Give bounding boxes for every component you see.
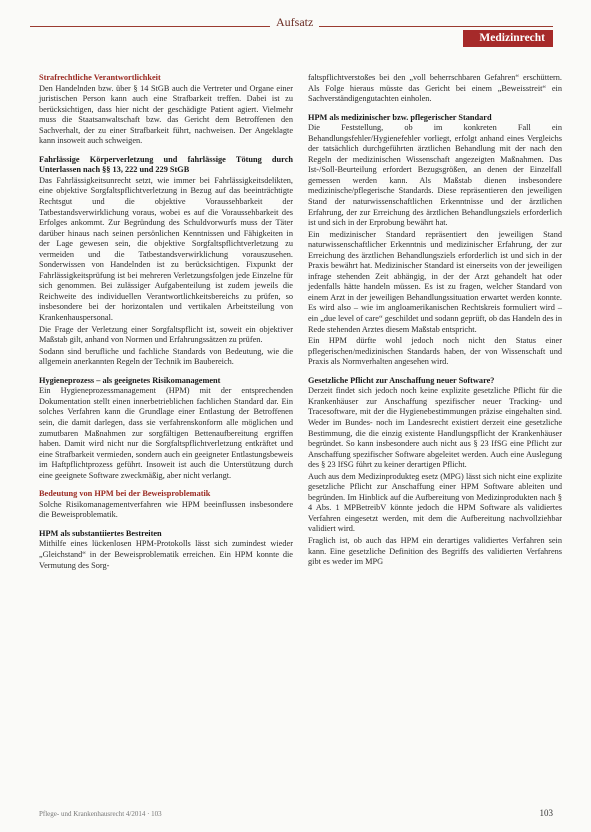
heading-hpm-evidence: Bedeutung von HPM bei der Beweisproblematik: [39, 489, 211, 499]
paragraph: Ein HPM dürfte wohl jedoch noch nicht den Status einer pflegerischen/medizinischen Standards haben, der von Wissenschaft und Praxis als Normverhalten angesehen wird.: [308, 336, 562, 367]
footer-source: Pflege- und Krankenhausrecht 4/2014 · 103: [39, 810, 162, 818]
heading-hygiene-process: Hygieneprozess – als geeignetes Risikomanagement: [39, 375, 221, 385]
paragraph: Auch aus dem Medizinprodukteg esetz (MPG) lässt sich nicht eine explizite gesetzliche Pflicht zur Anschaffung einer HPM Software ableiten und begründen. Im Hinblick auf die Aufbereitung von Medizinprodukten nach § 4 Abs. 1 MPBetreibV könnte jedoch die HPM Software als validiertes Verfahren eingesetzt werden, mit dem die Aufbereitung nachvollziehbar validiert wird.: [308, 471, 562, 534]
rubric-tag: Medizinrecht: [463, 30, 553, 47]
paragraph: Die Feststellung, ob im konkreten Fall ein Behandlungsfehler/Hygienefehler vorliegt, erfolgt anhand eines Vergleichs der tatsächlich durchgeführten ärztlichen Behandlung mit der nach den Regeln der medizinischen Wissenschaft angezeigten Maßnahmen. Das Ist-/Soll-Beurteilung erfordert Bezugsgrößen, an denen der Einzelfall gemessen werden kann. Als Maßstab dienen insbesondere medizinische/pflegerische Standards. Diese repräsentieren den jeweiligen Stand der naturwissenschaftlichen Erkenntnisse und der ärztlichen Erfahrung, der zur Erreichung des ärztlichen Behandlungsziels erforderlich ist und sich in der Erprobung bewährt hat.: [308, 123, 562, 228]
heading-negligent-injury: Fahrlässige Körperverletzung und fahrlässige Tötung durch Unterlassen nach §§ 13, 222 und 229 StGB: [39, 154, 293, 175]
heading-hpm-standard: HPM als medizinischer bzw. pflegerischer Standard: [308, 112, 492, 122]
page-number: 103: [539, 808, 553, 818]
paragraph: Sodann sind berufliche und fachliche Standards von Bedeutung, wie die allgemein anerkannten Regeln der Technik im Baubereich.: [39, 346, 293, 367]
paragraph: Derzeit findet sich jedoch noch keine explizite gesetzliche Pflicht für die Krankenhäuser zur Anschaffung spezifischer neuer Tracking- und Tracesoftware, mit der die Hygienebestimmungen präzise eingehalten sind. Weder im Bundes- noch im Landesrecht existiert derzeit eine gesetzliche Bestimmung, die die einzig existente Handlungspflicht der Krankenhäuser begründet. So kann insbesondere auch nicht aus § 23 IfSG eine Pflicht zur Anschaffung spezifischer Software abgeleitet werden. Auch eine Auslegung des § 23 IfSG führt zu keiner derartigen Pflicht.: [308, 386, 562, 470]
page-header: [0, 12, 591, 42]
paragraph: Ein Hygieneprozessmanagement (HPM) mit der entsprechenden Dokumentation stellt einen innerbetrieblichen fachlichen Standard dar. Ein solches Verfahren kann die Grundlage einer Entlastung der Betroffenen sein, die damit darlegen, dass sie verfahrenskonform alle möglichen und zumutbaren Maßnahmen zur sorgfältigen Bettenaufbereitung ergriffen haben. Damit wird nicht nur die Sorgfaltspflichtverletzung entkräftet und eine Strafbarkeit vermieden, sondern auch ein geeigneter Entlastungsbeweis im Haftpflichtprozess geführt. Insoweit ist auch die Unterstützung durch eine geeignete Software zweckmäßig, aber nicht verlangt.: [39, 386, 293, 480]
paragraph: faltspflichtverstoßes bei den „voll beherrschbaren Gefahren“ erschüttern. Als Folge hieraus müsste das Gericht bei einem „Beweisstreit“ ein Sachverständigengutachten einholen.: [308, 73, 562, 104]
heading-hpm-denial: HPM als substantiiertes Bestreiten: [39, 528, 162, 538]
section-label: Aufsatz: [270, 15, 319, 30]
paragraph: Mithilfe eines lückenlosen HPM-Protokolls lässt sich zumindest wieder „Gleichstand“ in der Beweisproblematik erreichen. Ein HPM konnte die Vermutung des Sorg-: [39, 539, 293, 570]
page-footer: [39, 808, 553, 822]
paragraph: Ein medizinischer Standard repräsentiert den jeweiligen Stand naturwissenschaftlicher Erkenntnis und medizinischer Erfahrung, der zur Erreichung des ärztlichen Behandlungsziels erforderlich ist und sich in der Praxis bewährt hat. Medizinischer Standard ist einerseits von der jeweiligen infrage stehenden Zeit abhängig, in der der Arzt gehandelt hat oder jedenfalls hätte handeln müssen. Es ist zu fragen, welcher Standard von einem Arzt in der jeweiligen Behandlungssituation erwartet werden konnte. Es wird also – wie im angloamerikanischen Rechtskreis formuliert wird – ein „due level of care“ geschildet und sodann geprüft, ob das Handeln des in Rede stehenden Arztes diesem Maßstab entspricht.: [308, 229, 562, 334]
heading-criminal-liability: Strafrechtliche Verantwortlichkeit: [39, 73, 161, 82]
left-column: [39, 73, 293, 572]
paragraph: Solche Risikomanagementverfahren wie HPM beeinflussen insbesondere die Beweisproblematik.: [39, 499, 293, 520]
paragraph: Fraglich ist, ob auch das HPM ein derartiges validiertes Verfahren sein kann. Eine gesetzliche Definition des Begriffs des validierten Verfahrens gibt es weder im MPG: [308, 535, 562, 567]
paragraph: Den Handelnden bzw. über § 14 StGB auch die Vertreter und Organe einer juristischen Person kann auch eine Strafbarkeit treffen. Dabei ist zu berücksichtigen, dass hier nicht der geschädigte Patient agiert. Vielmehr muss die Staatsanwaltschaft bzw. das Gericht dem Betroffenen den Sachverhalt, der zu einer Strafbarkeit führt, nachweisen. Der Angeklagte kann insoweit auch schweigen.: [39, 83, 293, 146]
paragraph: Die Frage der Verletzung einer Sorgfaltspflicht ist, soweit ein objektiver Maßstab gilt, anhand von Normen und Erfahrungssätzen zu prüfen.: [39, 324, 293, 345]
right-column: [308, 73, 562, 569]
paragraph: Das Fahrlässigkeitsunrecht setzt, wie immer bei Fahrlässigkeitsdelikten, eine objektive Sorgfaltspflichtverletzung in Bezug auf das beeinträchtigte Rechtsgut und die objektive Voraussehbarkeit der Tatbestandsverwirklichung voraus, wobei es auf die Voraussehbarkeit des Erfolges ankommt. Zur Begründung des Schuldvorwurfs muss der Täter darüber hinaus nach seinen persönlichen Kenntnissen und Fähigkeiten in der Lage gewesen sein, die objektive Sorgfaltspflichtverletzung zu vermeiden und die Tatbestandsverwirklichung vorauszusehen. Sonderwissen von Handelnden ist zu berücksichtigen. Fixpunkt der Fahrlässigkeitsprüfung ist bei mehreren Verletzungsfolgen jede Einzelne für sich genommen. Bei zulässiger Aufgabenteilung ist zudem jeweils die Reichweite des individuellen Verantwortlichkeitsbereichs zu prüfen, so insbesondere bei der horizontalen und vertikalen Arbeitsteilung von Krankenhauspersonal.: [39, 175, 293, 323]
heading-software-duty: Gesetzliche Pflicht zur Anschaffung neuer Software?: [308, 375, 495, 385]
